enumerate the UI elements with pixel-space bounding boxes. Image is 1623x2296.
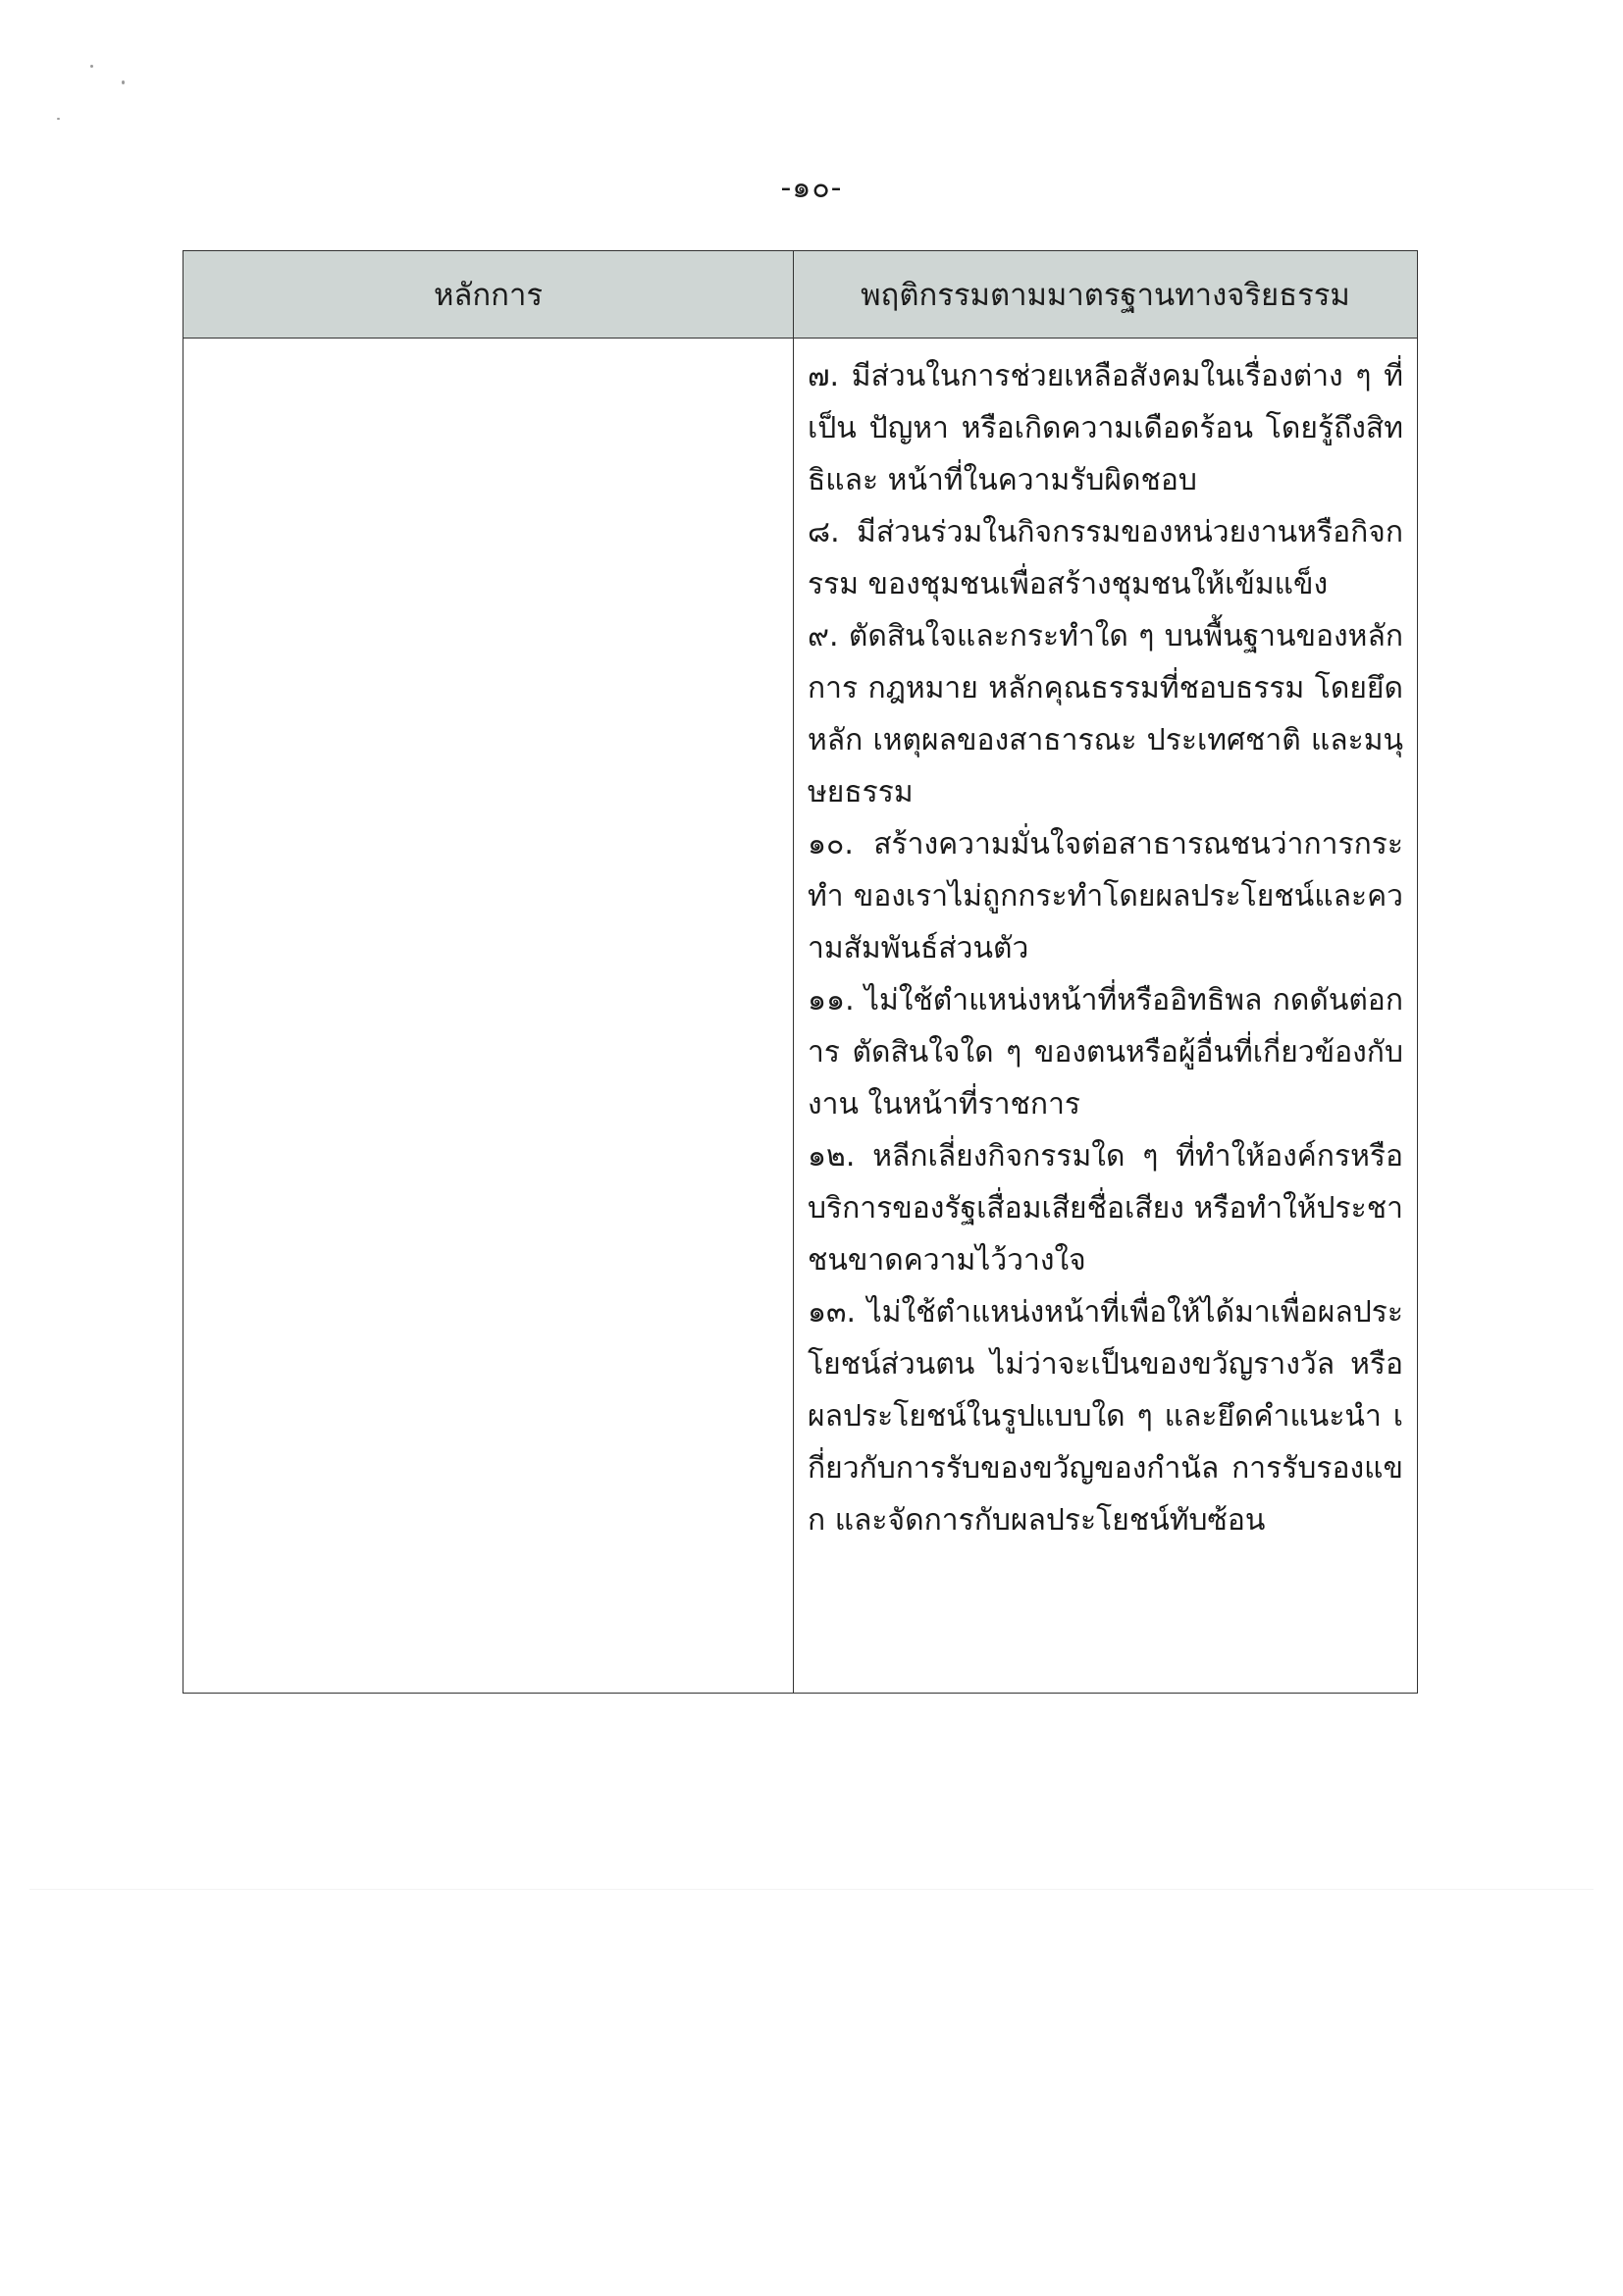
scan-speck bbox=[90, 65, 93, 68]
table-header-row bbox=[183, 251, 1418, 339]
page-number: -๑๐- bbox=[780, 171, 843, 205]
behavior-item-13: ๑๓. ไม่ใช้ตำแหน่งหน้าที่เพื่อให้ได้มาเพื่อผลประโยชน์ส่วนตน ไม่ว่าจะเป็นของขวัญรางวัล หรือผลประโยชน์ในรูปแบบใด ๆ และยึดคำแนะนำ เกี่ยวกับการรับของขวัญของกำนัล การรับรองแขก และจัดการกับผลประโยชน์ทับซ้อน bbox=[808, 1295, 1403, 1538]
behavior-item-11: ๑๑. ไม่ใช้ตำแหน่งหน้าที่หรืออิทธิพล กดดันต่อการ ตัดสินใจใด ๆ ของตนหรือผู้อื่นที่เกี่ยวข้องกับงาน ในหน้าที่ราชการ bbox=[808, 983, 1403, 1122]
scan-artifact-line bbox=[29, 1889, 1594, 1890]
behavior-item-9: ๙. ตัดสินใจและกระทำใด ๆ บนพื้นฐานของหลักการ กฎหมาย หลักคุณธรรมที่ชอบธรรม โดยยึดหลัก เหตุผลของสาธารณะ ประเทศชาติ และมนุษยธรรม bbox=[808, 619, 1403, 809]
header-behavior: พฤติกรรมตามมาตรฐานทางจริยธรรม bbox=[794, 251, 1418, 339]
behavior-item-12: ๑๒. หลีกเลี่ยงกิจกรรมใด ๆ ที่ทำให้องค์กรหรือ บริการของรัฐเสื่อมเสียชื่อเสียง หรือทำให้ประชาชนขาดความไว้วางใจ bbox=[808, 1139, 1403, 1278]
behavior-item-8: ๘. มีส่วนร่วมในกิจกรรมของหน่วยงานหรือกิจกรรม ของชุมชนเพื่อสร้างชุมชนให้เข้มแข็ง bbox=[808, 515, 1403, 601]
behavior-cell bbox=[794, 339, 1418, 1694]
ethics-standards-table bbox=[183, 250, 1418, 1694]
scan-speck bbox=[57, 118, 60, 120]
behavior-list bbox=[808, 350, 1403, 1546]
table-row bbox=[183, 339, 1418, 1694]
header-principle: หลักการ bbox=[183, 251, 794, 339]
behavior-item-10: ๑๐. สร้างความมั่นใจต่อสาธารณชนว่าการกระทำ ของเราไม่ถูกกระทำโดยผลประโยชน์และความสัมพันธ์ส่วนตัว bbox=[808, 827, 1403, 965]
principle-cell bbox=[183, 339, 794, 1694]
scan-speck bbox=[122, 80, 125, 84]
behavior-item-7: ๗. มีส่วนในการช่วยเหลือสังคมในเรื่องต่าง ๆ ที่เป็น ปัญหา หรือเกิดความเดือดร้อน โดยรู้ถึงสิทธิและ หน้าที่ในความรับผิดชอบ bbox=[808, 359, 1403, 497]
